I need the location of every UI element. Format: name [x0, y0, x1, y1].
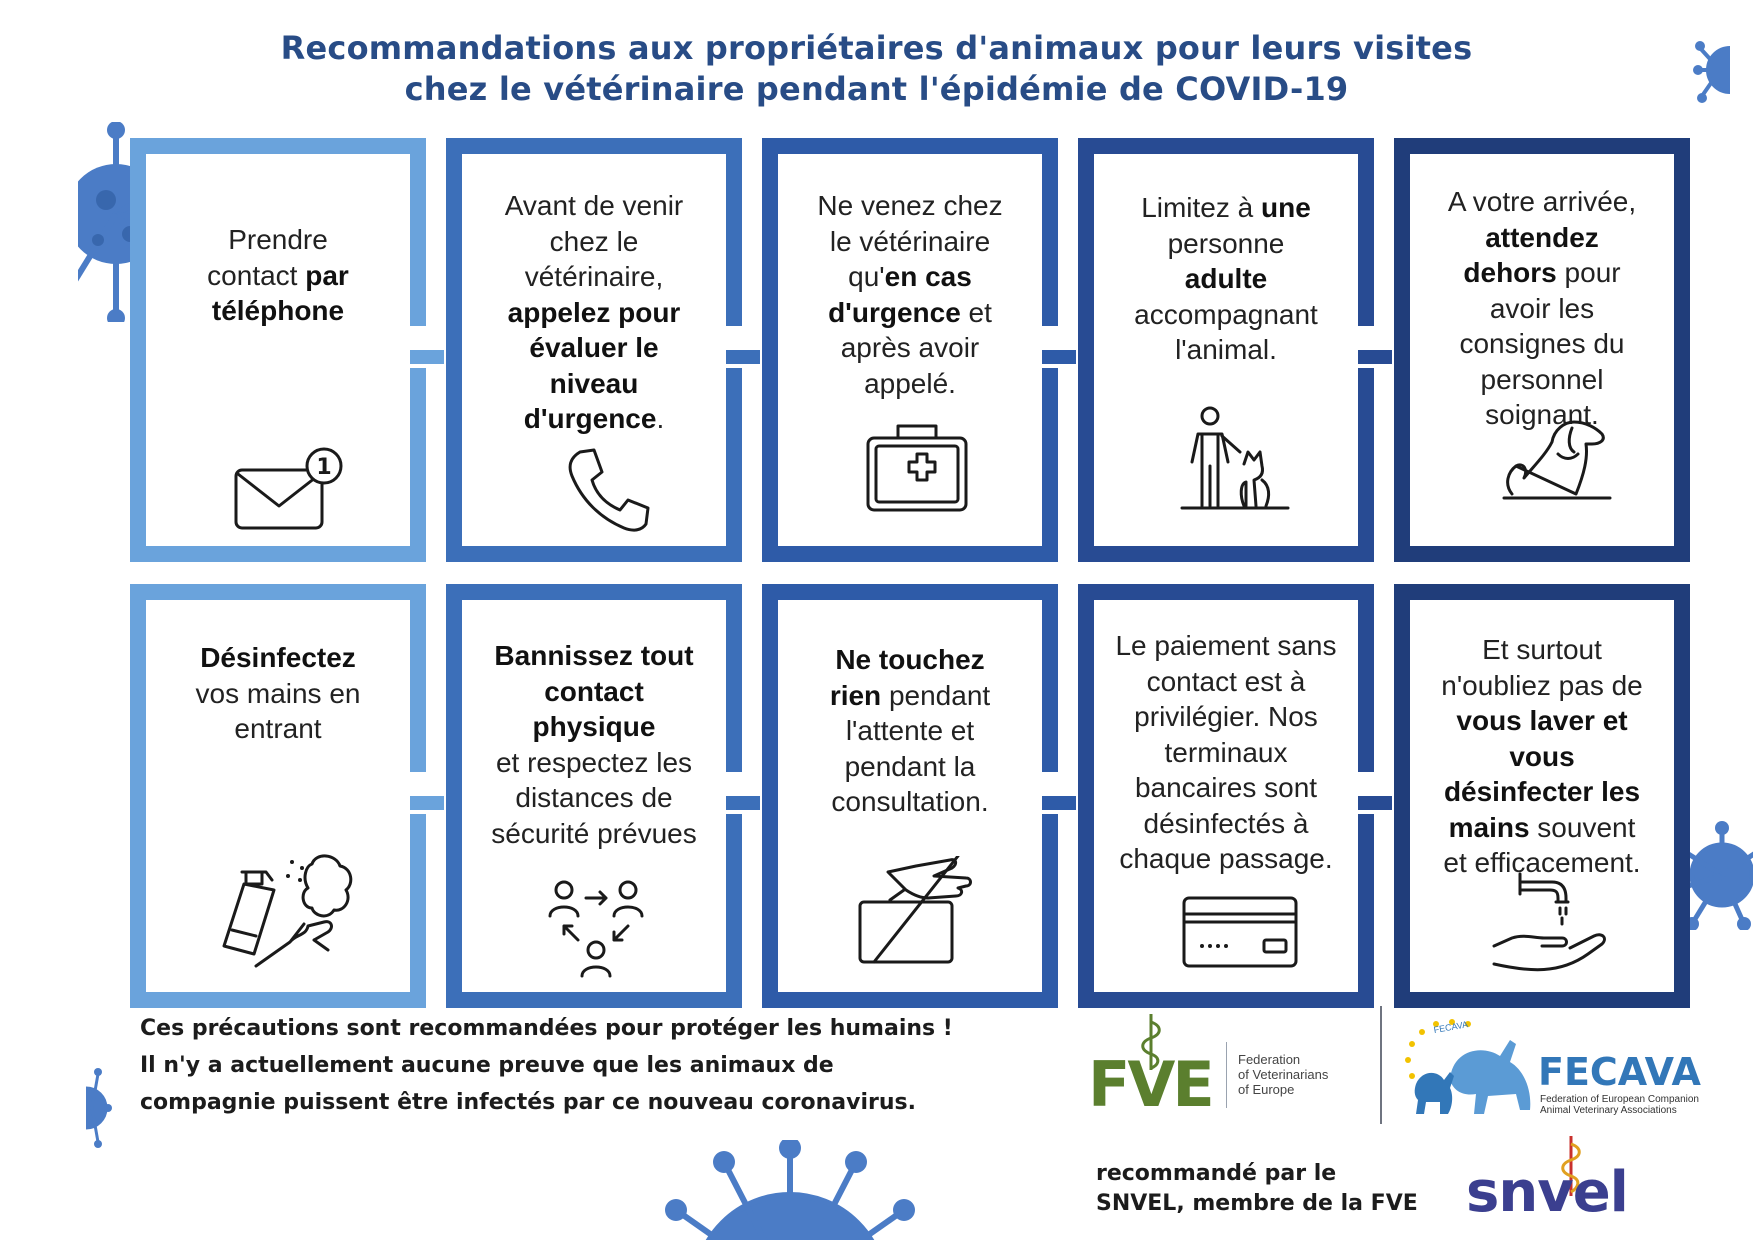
title-line-2: chez le vétérinaire pendant l'épidémie de COVID-19	[404, 70, 1349, 108]
snvel-logo-text: snvel	[1466, 1160, 1628, 1225]
text-segment: terminaux	[1164, 736, 1288, 768]
card-text	[788, 642, 1032, 820]
social-distancing-icon	[542, 876, 652, 986]
card-text-line	[1104, 699, 1348, 735]
text-segment: Avant de venir	[504, 190, 684, 221]
card-text-line	[1420, 291, 1664, 327]
card-text	[1420, 632, 1664, 881]
envelope-notification-icon	[226, 444, 346, 534]
text-segment: après avoir	[840, 332, 980, 363]
recommendation-card	[446, 584, 742, 1008]
recommendation-card	[762, 138, 1058, 562]
card-text-line	[472, 745, 716, 781]
recommendation-card	[1394, 584, 1690, 1008]
card-text	[472, 188, 716, 437]
card-text-line	[156, 222, 400, 258]
text-segment: vétérinaire,	[524, 261, 664, 292]
recommended-by-line-1: recommandé par le	[1096, 1161, 1337, 1186]
card-text-line	[788, 295, 1032, 331]
card-text-line	[472, 638, 716, 674]
fecava-name-line-1: Federation of European Companion	[1540, 1094, 1699, 1105]
text-segment: Ne venez chez	[817, 190, 1003, 221]
card-text-line	[156, 676, 400, 712]
virus-icon	[660, 1140, 920, 1240]
fecava-name-line-2: Animal Veterinary Associations	[1540, 1105, 1677, 1116]
card-text	[1420, 184, 1664, 433]
card-text-line	[472, 224, 716, 260]
text-segment: soignant.	[1485, 399, 1599, 430]
card-text-line	[1420, 774, 1664, 810]
text-segment: Limitez à	[1141, 192, 1262, 223]
text-segment: bancaires sont	[1134, 772, 1318, 803]
text-segment: consignes du	[1459, 328, 1625, 359]
bold-text: dehors	[1463, 257, 1557, 288]
card-text-line	[156, 258, 400, 294]
bold-text: Bannissez tout	[494, 640, 694, 671]
bold-text: par	[305, 259, 349, 291]
recommendation-card	[1078, 138, 1374, 562]
text-segment: contact	[207, 259, 306, 291]
text-segment: l'attente et	[845, 715, 975, 746]
text-segment: n'oubliez pas de	[1441, 669, 1643, 701]
text-segment: Prendre	[228, 224, 328, 255]
card-text-line	[1104, 297, 1348, 333]
text-segment: avoir les	[1489, 292, 1595, 324]
card-text-line	[1420, 668, 1664, 704]
logo-divider	[1380, 1006, 1382, 1124]
recommendation-card	[1394, 138, 1690, 562]
card-text-line	[1420, 326, 1664, 362]
text-segment: consultation.	[831, 786, 989, 817]
bold-text: mains	[1448, 811, 1530, 843]
card-text-line	[1420, 184, 1664, 220]
text-segment: privilégier. Nos	[1134, 701, 1318, 732]
text-segment: .	[656, 403, 665, 434]
card-connector	[410, 796, 444, 810]
card-text-line	[1104, 332, 1348, 368]
footer-line-2: Il n'y a actuellement aucune preuve que les animaux de	[140, 1053, 834, 1078]
text-segment: désinfectés à	[1143, 807, 1309, 839]
bold-text: niveau	[549, 367, 639, 399]
hand-washing-icon	[1490, 868, 1610, 978]
bold-text: adulte	[1184, 263, 1268, 294]
text-segment: accompagnant	[1134, 298, 1318, 330]
card-text-line	[788, 784, 1032, 820]
bold-text: désinfecter les	[1443, 776, 1641, 807]
card-text-line	[1104, 806, 1348, 842]
text-segment: sécurité prévues	[491, 817, 697, 849]
recommendation-card	[130, 584, 426, 1008]
text-segment: qu'	[848, 261, 885, 292]
bold-text: appelez pour	[507, 296, 681, 328]
logo-divider	[1226, 1042, 1227, 1108]
card-text-line	[788, 749, 1032, 785]
text-segment: pendant	[881, 679, 991, 711]
fve-name-line-3: of Europe	[1238, 1082, 1295, 1097]
bold-text: d'urgence	[828, 296, 961, 328]
bold-text: vous	[1509, 740, 1575, 772]
card-text-line	[1104, 226, 1348, 262]
text-segment: pendant la	[844, 750, 976, 782]
text-segment: personne	[1167, 227, 1285, 259]
fve-name-line-2: of Veterinarians	[1238, 1067, 1329, 1082]
card-text	[156, 222, 400, 329]
fve-full-name	[1238, 1052, 1328, 1097]
card-text-line	[472, 401, 716, 437]
card-text-line	[1104, 664, 1348, 700]
bold-text: Désinfectez	[200, 642, 356, 673]
card-text-line	[472, 366, 716, 402]
text-segment: entrant	[234, 713, 322, 744]
card-connector	[1358, 350, 1392, 364]
text-segment: et respectez les	[495, 746, 693, 778]
card-text-line	[156, 293, 400, 329]
virus-fragment-icon	[86, 1066, 116, 1148]
card-connector	[410, 350, 444, 364]
bold-text: rien	[829, 679, 882, 711]
card-text-line	[472, 330, 716, 366]
card-text-line	[788, 330, 1032, 366]
fecava-full-name	[1540, 1094, 1699, 1116]
bold-text: d'urgence	[523, 403, 657, 434]
card-text-line	[472, 816, 716, 852]
card-text-line	[1420, 703, 1664, 739]
card-text-line	[1420, 362, 1664, 398]
person-with-dog-icon	[1180, 404, 1290, 514]
title-line-1: Recommandations aux propriétaires d'animaux pour leurs visites	[280, 29, 1473, 67]
text-segment: personnel	[1480, 363, 1604, 395]
card-text-line	[1420, 632, 1664, 668]
card-text-line	[1104, 841, 1348, 877]
card-text-line	[1104, 261, 1348, 297]
recommendation-card	[446, 138, 742, 562]
fve-logo-text: FVE	[1088, 1048, 1212, 1121]
card-text-line	[1420, 739, 1664, 775]
text-segment: Et surtout	[1482, 634, 1602, 665]
card-text-line	[472, 674, 716, 710]
card-text-line	[156, 711, 400, 747]
page-title	[0, 28, 1753, 110]
bold-text: vous laver et	[1456, 705, 1628, 736]
text-segment: A votre arrivée,	[1447, 186, 1637, 217]
recommendation-card	[130, 138, 426, 562]
card-connector	[1042, 796, 1076, 810]
card-text-line	[1420, 220, 1664, 256]
card-text-line	[472, 780, 716, 816]
phone-icon	[562, 444, 652, 534]
recommendation-card	[762, 584, 1058, 1008]
text-segment: distances de	[515, 782, 673, 813]
card-text-line	[788, 642, 1032, 678]
text-segment: chaque passage.	[1119, 843, 1333, 874]
footer-line-1: Ces précautions sont recommandées pour protéger les humains !	[140, 1016, 953, 1041]
card-text-line	[788, 188, 1032, 224]
card-text-line	[1104, 735, 1348, 771]
text-segment: pour	[1556, 257, 1621, 288]
card-text-line	[1104, 190, 1348, 226]
footer-line-3: compagnie puissent être infectés par ce nouveau coronavirus.	[140, 1090, 916, 1115]
hand-sanitizer-icon	[216, 850, 356, 970]
bold-text: en cas	[884, 261, 972, 292]
card-text-line	[788, 678, 1032, 714]
card-connector	[1042, 350, 1076, 364]
bold-text: une	[1261, 192, 1311, 223]
first-aid-kit-icon	[862, 416, 972, 516]
virus-fragment-icon	[1690, 34, 1730, 104]
card-text-line	[472, 709, 716, 745]
recommended-by	[1096, 1159, 1418, 1219]
card-text-line	[472, 259, 716, 295]
sitting-dog-icon	[1502, 414, 1612, 504]
text-segment: appelé.	[864, 367, 956, 399]
card-text	[156, 640, 400, 747]
text-segment: vos mains en	[195, 677, 361, 709]
card-text-line	[472, 295, 716, 331]
card-text-line	[788, 713, 1032, 749]
card-connector	[726, 796, 760, 810]
card-connector	[726, 350, 760, 364]
card-text-line	[156, 640, 400, 676]
text-segment: chez le	[549, 225, 639, 257]
fecava-ring-text: FECAVA	[1432, 1019, 1469, 1036]
recommendation-card	[1078, 584, 1374, 1008]
text-segment: contact est à	[1146, 665, 1306, 697]
fecava-logo-text: FECAVA	[1538, 1050, 1701, 1094]
fve-name-line-1: Federation	[1238, 1052, 1301, 1067]
text-segment: le vétérinaire	[829, 225, 991, 257]
bold-text: Ne touchez	[835, 644, 985, 675]
card-text-line	[788, 366, 1032, 402]
text-segment: l'animal.	[1175, 334, 1277, 365]
credit-card-icon	[1180, 892, 1300, 972]
card-text	[788, 188, 1032, 401]
recommended-by-line-2: SNVEL, membre de la FVE	[1096, 1191, 1418, 1216]
card-text-line	[788, 259, 1032, 295]
card-text-line	[1104, 628, 1348, 664]
card-text-line	[1420, 810, 1664, 846]
card-text-line	[472, 188, 716, 224]
svg-text:1: 1	[316, 455, 332, 480]
fecava-emblem-logo	[1392, 1010, 1542, 1122]
bold-text: évaluer le	[529, 332, 659, 363]
bold-text: téléphone	[211, 295, 345, 326]
footer-statement	[140, 1010, 1040, 1121]
card-text	[472, 638, 716, 851]
text-segment: souvent	[1529, 811, 1636, 843]
text-segment: et	[960, 296, 992, 328]
text-segment: et efficacement.	[1443, 847, 1641, 878]
text-segment: Le paiement sans	[1115, 630, 1337, 661]
bold-text: physique	[532, 711, 656, 742]
card-text	[1104, 190, 1348, 368]
bold-text: attendez	[1485, 221, 1599, 253]
bold-text: contact	[544, 675, 644, 707]
card-text-line	[788, 224, 1032, 260]
card-connector	[1358, 796, 1392, 810]
card-text-line	[1104, 770, 1348, 806]
card-text	[1104, 628, 1348, 877]
no-touch-icon	[854, 856, 994, 966]
card-text-line	[1420, 255, 1664, 291]
